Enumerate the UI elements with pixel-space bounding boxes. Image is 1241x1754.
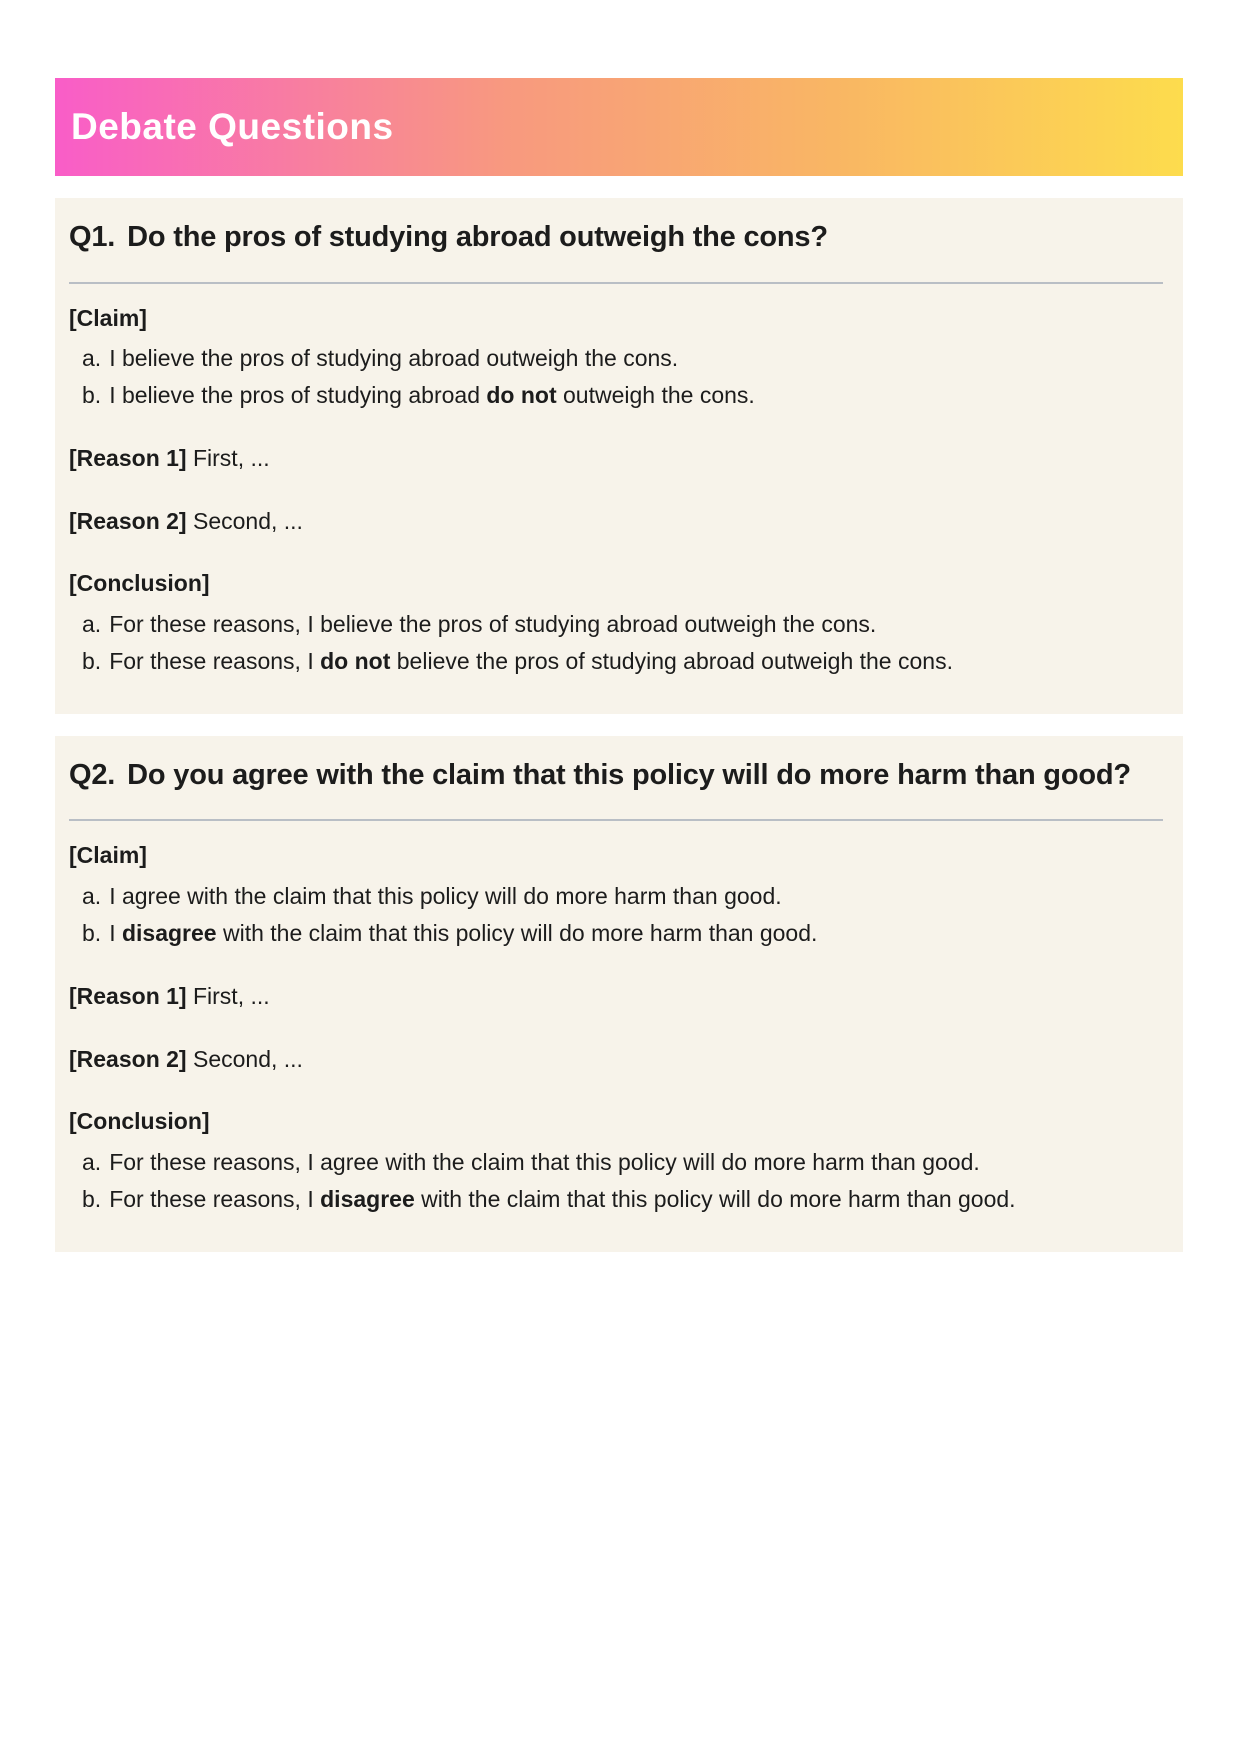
item-marker: b. <box>82 919 102 946</box>
question-text: Do you agree with the claim that this policy will do more harm than good? <box>127 758 1131 791</box>
item-text: I disagree with the claim that this policy will do more harm than good. <box>109 919 818 946</box>
reason-1-text: First, ... <box>192 444 270 471</box>
title-divider <box>69 819 1163 821</box>
claim-label: [Claim] <box>69 304 147 331</box>
reason-1-label: [Reason 1] <box>69 982 187 1009</box>
item-marker: b. <box>82 382 102 409</box>
claim-item-a <box>69 878 1163 915</box>
claim-item-b <box>69 377 1163 414</box>
question-title <box>69 216 1163 260</box>
question-number: Q2. <box>69 758 116 791</box>
conclusion-block <box>69 1103 1163 1217</box>
item-marker: a. <box>82 611 102 638</box>
question-card-q2 <box>55 736 1183 1252</box>
conclusion-label: [Conclusion] <box>69 1108 210 1135</box>
conclusion-block <box>69 565 1163 679</box>
reason-1 <box>69 978 1163 1015</box>
reason-1-text: First, ... <box>192 982 270 1009</box>
reason-2-label: [Reason 2] <box>69 1045 187 1072</box>
claim-item-a <box>69 340 1163 377</box>
item-text: For these reasons, I do not believe the pros of studying abroad outweigh the cons. <box>109 648 953 675</box>
claim-label: [Claim] <box>69 842 147 869</box>
item-text: I believe the pros of studying abroad do not outweigh the cons. <box>109 382 755 409</box>
item-marker: b. <box>82 648 102 675</box>
item-marker: a. <box>82 345 102 372</box>
claim-block <box>69 837 1163 951</box>
reason-2-text: Second, ... <box>192 1045 303 1072</box>
item-text: For these reasons, I agree with the claim that this policy will do more harm than good. <box>109 1149 980 1176</box>
item-marker: a. <box>82 1149 102 1176</box>
claim-list <box>69 878 1163 952</box>
header-banner <box>55 78 1183 176</box>
reason-2-text: Second, ... <box>192 507 303 534</box>
claim-list <box>69 340 1163 414</box>
claim-block <box>69 300 1163 414</box>
reason-1-label: [Reason 1] <box>69 444 187 471</box>
reason-2-label: [Reason 2] <box>69 507 187 534</box>
reason-1 <box>69 440 1163 477</box>
question-number: Q1. <box>69 221 116 253</box>
question-card-q1 <box>55 198 1183 714</box>
item-marker: a. <box>82 883 102 910</box>
conclusion-item-a <box>69 606 1163 643</box>
conclusion-item-b <box>69 643 1163 680</box>
item-marker: b. <box>82 1185 102 1212</box>
item-text: For these reasons, I believe the pros of studying abroad outweigh the cons. <box>109 611 877 638</box>
reason-2 <box>69 1041 1163 1078</box>
item-text: I agree with the claim that this policy will do more harm than good. <box>109 883 782 910</box>
item-text: I believe the pros of studying abroad outweigh the cons. <box>109 345 679 372</box>
reason-2 <box>69 503 1163 540</box>
conclusion-list <box>69 1144 1163 1218</box>
conclusion-item-a <box>69 1144 1163 1181</box>
question-title <box>69 754 1163 798</box>
conclusion-label: [Conclusion] <box>69 570 210 597</box>
item-text: For these reasons, I disagree with the claim that this policy will do more harm than good. <box>109 1185 1016 1212</box>
question-text: Do the pros of studying abroad outweigh the cons? <box>127 221 828 253</box>
conclusion-list <box>69 606 1163 680</box>
title-divider <box>69 282 1163 284</box>
conclusion-item-b <box>69 1181 1163 1218</box>
claim-item-b <box>69 915 1163 952</box>
page-title: Debate Questions <box>71 106 394 147</box>
